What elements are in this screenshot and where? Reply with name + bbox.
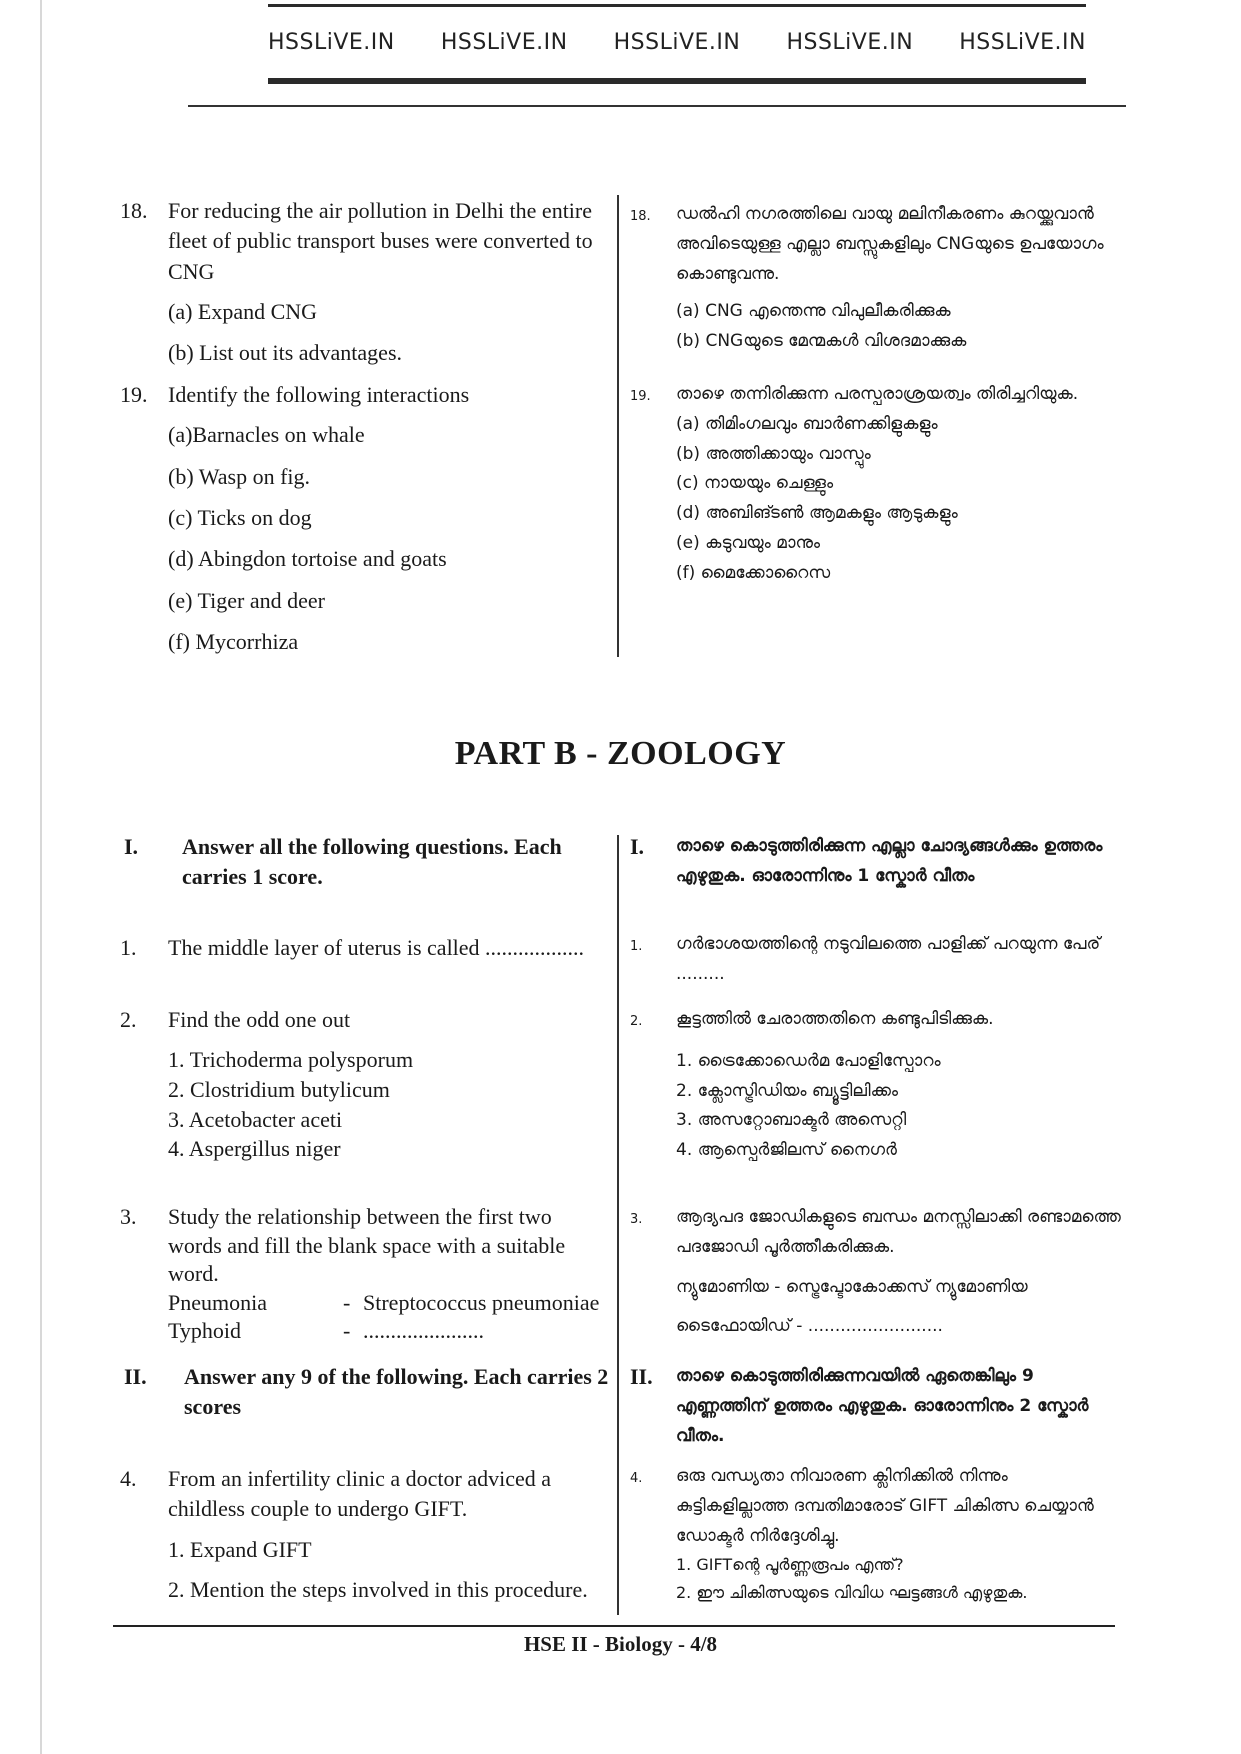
brand-text: HSSLiVE.IN [268, 30, 395, 55]
part-title: PART B - ZOOLOGY [454, 735, 787, 772]
section-ii-ml [630, 1362, 1122, 1451]
brand-row [268, 30, 1086, 55]
question-2-en [120, 1005, 610, 1164]
sub-item: 1. Expand GIFT [168, 1536, 312, 1562]
word-pair [168, 1317, 610, 1346]
question-text: Identify the following interactions [168, 382, 470, 407]
list-item: 1. Trichoderma polysporum [168, 1047, 414, 1073]
question-text: ഡൽഹി നഗരത്തിലെ വായു മലിനീകരണം കുറയ്ക്കുവാൻ അവിടെയുള്ള എല്ലാ ബസ്സുകളിലും CNGയുടെ ഉപയോഗം കൊണ്ടുവന്നു. [676, 204, 1104, 284]
section-number: I. [124, 834, 139, 859]
section-instruction: താഴെ കൊടുത്തിരിക്കുന്നവയിൽ ഏതെങ്കിലും 9 എണ്ണത്തിന് ഉത്തരം എഴുതുക. ഓരോന്നിനും 2 സ്കോർ വീതം. [676, 1366, 1089, 1446]
section-instruction: Answer all the following questions. Each carries 1 score. [182, 834, 562, 890]
question-number: 1. [630, 939, 643, 954]
brand-text: HSSLiVE.IN [959, 30, 1086, 55]
list-item: (c) Ticks on dog [168, 505, 312, 531]
list-item: (b) അത്തിക്കായും വാസ്പും [676, 443, 871, 464]
footer-rule [113, 1625, 1115, 1627]
pair-word: Pneumonia [168, 1289, 267, 1315]
sub-item: (b) List out its advantages. [168, 340, 403, 366]
question-text: ഒരു വന്ധ്യതാ നിവാരണ ക്ലിനിക്കിൽ നിന്നും കുട്ടികളില്ലാത്ത ദമ്പതിമാരോട് GIFT ചികിത്സ ചെയ്യാൻ ഡോക്ടർ നിർദ്ദേശിച്ചു. [676, 1466, 1094, 1546]
list-item: (b) Wasp on fig. [168, 463, 311, 489]
question-number: 3. [120, 1204, 137, 1229]
question-text: The middle layer of uterus is called .................. [168, 935, 585, 960]
section-instruction: Answer any 9 of the following. Each carries 2 scores [184, 1364, 609, 1420]
list-item: 1. ട്രൈക്കോഡെർമ പോളിസ്പോറം [676, 1050, 941, 1071]
word-pair [168, 1289, 610, 1318]
question-4-en [120, 1464, 610, 1605]
section-number: II. [630, 1364, 653, 1389]
list-item: (d) അബിങ്ടൺ ആമകളും ആടുകളും [676, 503, 958, 523]
question-3-ml [630, 1203, 1122, 1342]
brand-text: HSSLiVE.IN [786, 30, 914, 55]
sub-item: 2. ഈ ചികിത്സയുടെ വിവിധ ഘട്ടങ്ങൾ എഴുതുക. [676, 1583, 1028, 1603]
list-item: 4. ആസ്പെർജിലസ് നൈഗർ [676, 1140, 897, 1160]
list-item: (c) നായയും ചെള്ളും [676, 473, 834, 494]
section-ii-en [120, 1362, 610, 1423]
brand-text: HSSLiVE.IN [613, 30, 741, 55]
question-text: For reducing the air pollution in Delhi the entire fleet of public transport buses were converted to CNG [168, 198, 593, 284]
pair-blank: ...................... [363, 1318, 484, 1344]
question-number: 18. [630, 209, 651, 224]
question-text: ആദ്യപദ ജോഡികളുടെ ബന്ധം മനസ്സിലാക്കി രണ്ടാമത്തെ പദജോഡി പൂർത്തീകരിക്കുക. [676, 1207, 1121, 1257]
pair-word: Streptococcus pneumoniae [363, 1289, 600, 1315]
question-4-ml [630, 1462, 1122, 1607]
list-item: (f) മൈക്കോറൈസ [676, 562, 831, 583]
section-i-en [120, 832, 610, 893]
question-text: കൂട്ടത്തിൽ ചേരാത്തതിനെ കണ്ടുപിടിക്കുക. [676, 1009, 994, 1029]
section-i-ml [630, 832, 1122, 892]
question-18-ml [630, 200, 1122, 357]
question-number: 19. [120, 382, 148, 407]
list-item: 4. Aspergillus niger [168, 1136, 341, 1162]
question-1-en [120, 933, 610, 963]
list-item: (a)Barnacles on whale [168, 422, 365, 448]
scan-edge-line [40, 0, 42, 1754]
question-text: Find the odd one out [168, 1007, 351, 1032]
question-number: 1. [120, 935, 137, 960]
sub-item: 2. Mention the steps involved in this procedure. [168, 1577, 588, 1603]
header-rule-thin [188, 105, 1126, 107]
list-item: 3. അസറ്റോബാക്ടർ അസെറ്റി [676, 1110, 907, 1131]
question-text: താഴെ തന്നിരിക്കുന്ന പരസ്പരാശ്രയത്വം തിരിച്ചറിയുക. [676, 384, 1079, 404]
sub-item: (b) CNGയുടെ മേന്മകൾ വിശദമാക്കുക [676, 331, 967, 351]
sub-item: (a) CNG എന്തെന്നു വിപുലീകരിക്കുക [676, 301, 951, 322]
word-pair: ന്യുമോണിയ - സ്ട്രെപ്ടോകോക്കസ് ന്യുമോണിയ [676, 1276, 1028, 1297]
section-instruction: താഴെ കൊടുത്തിരിക്കുന്ന എല്ലാ ചോദ്യങ്ങൾക്കും ഉത്തരം എഴുതുക. ഓരോന്നിനും 1 സ്കോർ വീതം [676, 836, 1103, 886]
question-number: 3. [630, 1212, 643, 1227]
sub-item: (a) Expand CNG [168, 299, 318, 325]
question-text: From an infertility clinic a doctor adviced a childless couple to undergo GIFT. [168, 1466, 552, 1522]
list-item: (e) Tiger and deer [168, 587, 326, 613]
question-2-ml [630, 1005, 1122, 1166]
list-item: 3. Acetobacter aceti [168, 1106, 343, 1132]
header-rule-bottom [268, 78, 1086, 84]
pair-dash: - [343, 1318, 351, 1344]
list-item: 2. Clostridium butylicum [168, 1077, 390, 1103]
question-3-en [120, 1203, 610, 1346]
pair-word: Typhoid [168, 1318, 242, 1344]
question-number: 19. [630, 389, 651, 404]
list-item: 2. ക്ലോസ്ട്രിഡിയം ബ്യൂട്ടിലിക്കം [676, 1080, 899, 1101]
list-item: (e) കടുവയും മാനും [676, 532, 821, 553]
brand-text: HSSLiVE.IN [440, 30, 568, 55]
pair-dash: - [343, 1289, 351, 1315]
question-number: 4. [120, 1466, 137, 1491]
question-text: ഗർഭാശയത്തിന്റെ നടുവിലത്തെ പാളിക്ക് പറയുന്ന പേര് ......... [676, 934, 1101, 984]
list-item: (a) തിമിംഗലവും ബാർണക്കിളുകളും [676, 413, 938, 434]
question-1-ml [630, 930, 1122, 990]
list-item: (f) Mycorrhiza [168, 629, 299, 655]
question-19-en [120, 380, 610, 658]
question-number: 4. [630, 1471, 643, 1486]
page-footer: HSE II - Biology - 4/8 [523, 1632, 718, 1656]
question-19-ml [630, 380, 1122, 588]
list-item: (d) Abingdon tortoise and goats [168, 546, 447, 572]
question-number: 2. [630, 1014, 643, 1029]
header-banner [268, 0, 1086, 92]
section-number: II. [124, 1364, 147, 1389]
sub-item: 1. GIFTന്റെ പൂർണ്ണരൂപം എന്ത്? [676, 1555, 904, 1575]
column-divider [617, 195, 619, 657]
question-text: Study the relationship between the first two words and fill the blank space with a suitable word. [168, 1204, 566, 1287]
header-rule-top [268, 4, 1086, 7]
column-divider [617, 835, 619, 1615]
question-number: 18. [120, 198, 148, 223]
section-number: I. [630, 834, 645, 859]
word-pair: ടൈഫോയിഡ് - ......................... [676, 1316, 943, 1337]
question-number: 2. [120, 1007, 137, 1032]
question-18-en [120, 196, 610, 369]
